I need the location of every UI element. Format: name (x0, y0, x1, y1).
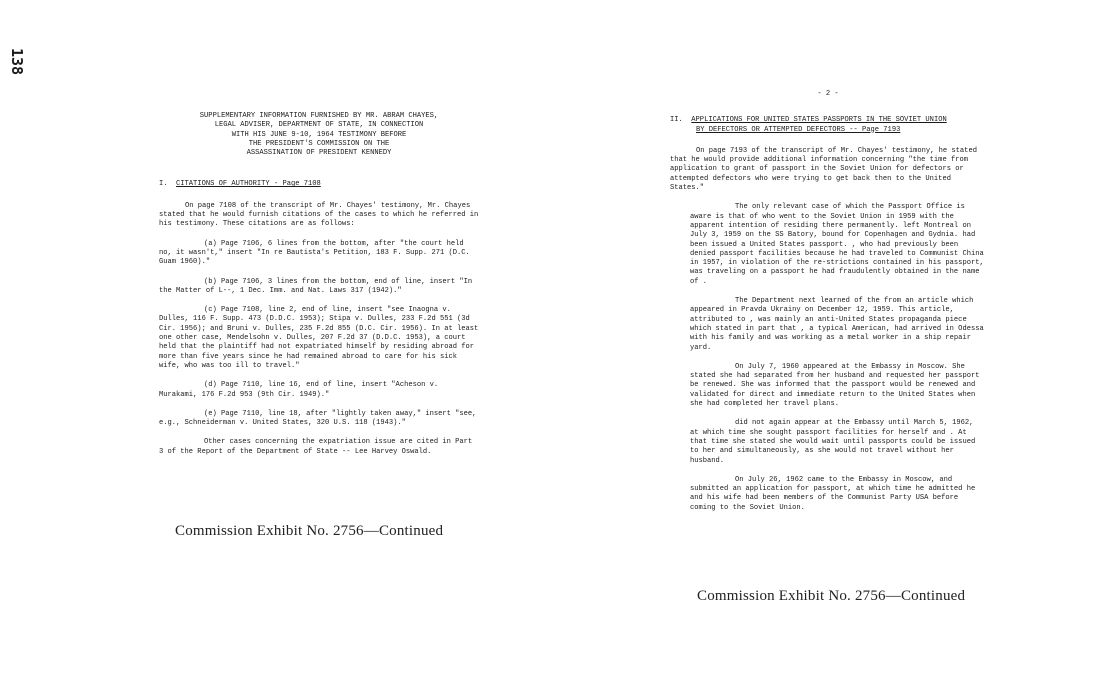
citation-item-a: (a) Page 7106, 6 lines from the bottom, after "the court held no, it wasn't," insert "In re Bautista's Petition, 183 F. Supp. 271 (D.C. Guam 1960)." (159, 239, 470, 267)
body-paragraph: On July 26, 1962 came to the Embassy in Moscow, and submitted an application for passport, at which time he admitted he and his wife had been members of the Communist Party USA before coming to the Soviet Union. (690, 475, 976, 512)
header-line: SUPPLEMENTARY INFORMATION FURNISHED BY MR. ABRAM CHAYES, (199, 112, 439, 120)
section-title-line-2: BY DEFECTORS OR ATTEMPTED DEFECTORS -- Page 7193 (696, 125, 901, 134)
body-paragraph: On July 7, 1960 appeared at the Embassy in Moscow. She stated she had separated from her husband and requested her passport be renewed. She was informed that the passport would be renewed and validated for direct and immediate return to the United States when she had completed her travel plans. (690, 362, 980, 409)
closing-paragraph: Other cases concerning the expatriation issue are cited in Part 3 of the Report of the Department of State -- Lee Harvey Oswald. (159, 438, 473, 456)
section-title-line-1: APPLICATIONS FOR UNITED STATES PASSPORTS IN THE SOVIET UNION (691, 116, 947, 125)
header-line: ASSASSINATION OF PRESIDENT KENNEDY (246, 149, 392, 158)
left-page (159, 112, 479, 467)
section-title: CITATIONS OF AUTHORITY - Page 7108 (176, 180, 321, 189)
citation-item-d: (d) Page 7110, line 16, end of line, insert "Acheson v. Murakami, 176 F.2d 953 (9th Cir. 1949)." (159, 381, 439, 399)
page-marker: - 2 - (817, 90, 839, 98)
header-line: LEGAL ADVISER, DEPARTMENT OF STATE, IN CONNECTION (214, 121, 424, 130)
body-paragraph: On page 7193 of the transcript of Mr. Chayes' testimony, he stated that he would provide additional information concerning "the time from application to grant of passport in the Soviet Union for defectors or attempted defectors who were trying to get back then to the United States." (670, 146, 977, 193)
body-paragraph: The only relevant case of which the Passport Office is aware is that of who went to the Soviet Union in 1959 with the apparent intention of residing there permanently. left Montreal on July 3, 1959 on the SS Batory, bound for Copenhagen and Gydnia. had been issued a United States passport. , who had previously been denied passport facilities because he had traveled to Communist China in 1957, in violation of the re-strictions contained in his passport, was traveling on a passport he had fraudulently obtained in the name of . (690, 203, 984, 286)
page-number: 138 (8, 48, 26, 76)
body-paragraph: The Department next learned of the from an article which appeared in Pravda Ukrainy on December 12, 1959. This article, attributed to , was mainly an anti-United States propaganda piece which stated in part that , a typical American, had arrived in Odessa with his family and was working as a metal worker in a ship repair yard. (690, 297, 984, 352)
exhibit-caption-right: Commission Exhibit No. 2756—Continued (697, 588, 966, 604)
section-number: I. (159, 180, 168, 189)
document-header (159, 112, 479, 158)
citation-item-b: (b) Page 7106, 3 lines from the bottom, end of line, insert "In the Matter of L--, 1 Dec. Imm. and Nat. Laws 317 (1942)." (159, 277, 473, 295)
body-paragraph: did not again appear at the Embassy until March 5, 1962, at which time she sought passport facilities for herself and . At that time she stated she would wait until passports could be issued to her and simultaneously, as she would not travel without her husband. (690, 419, 976, 465)
header-line: THE PRESIDENT'S COMMISSION ON THE (248, 139, 390, 148)
citation-item-c: (c) Page 7108, line 2, end of line, insert "see Inaogna v. Dulles, 116 F. Supp. 473 (D.D.C. 1953); Stipa v. Dulles, 233 F.2d 551 (3d Cir. 1956); and Bruni v. Dulles, 235 F.2d 855 (D.C. Cir. 1956). In at least one other case, Mendelsohn v. Dulles, 207 F.2d 37 (D.D.C. 1953), a court held that the plaintiff had not expatriated himself by residing abroad for more than five years since he had remained abroad to care for his sick wife, who was too ill to travel." (159, 306, 479, 370)
section-heading-i (159, 180, 479, 189)
section-number: II. (670, 116, 683, 125)
intro-paragraph: On page 7108 of the transcript of Mr. Chayes' testimony, Mr. Chayes stated that he would furnish citations of the cases to which he referred in his testimony. These citations are as follows: (159, 201, 479, 229)
exhibit-caption-left: Commission Exhibit No. 2756—Continued (175, 523, 444, 539)
section-heading-ii (670, 116, 986, 135)
header-line: WITH HIS JUNE 9-10, 1964 TESTIMONY BEFORE (231, 130, 407, 139)
right-page (670, 90, 986, 523)
citation-item-e: (e) Page 7110, line 18, after "lightly taken away," insert "see, e.g., Schneiderman v. United States, 320 U.S. 118 (1943)." (159, 409, 477, 428)
